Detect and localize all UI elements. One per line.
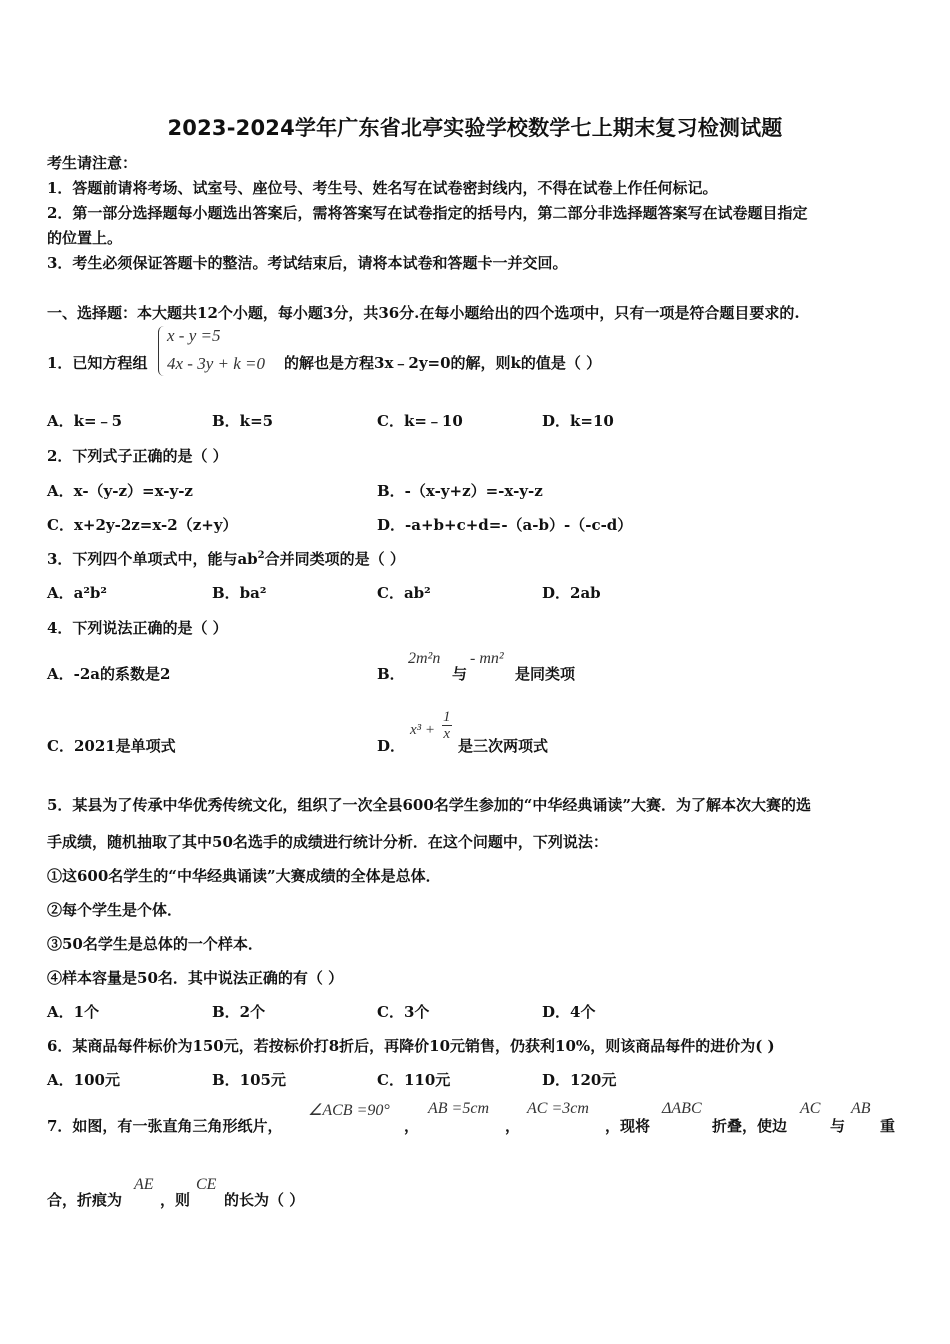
q5-statement-2: ②每个学生是个体． (47, 901, 183, 919)
q7-side-ac: AC (800, 1100, 821, 1117)
q1-stem-pre: 1．已知方程组 (47, 354, 148, 372)
q4-option-d-fraction (442, 709, 452, 742)
notice-heading: 考生请注意： (47, 154, 138, 172)
q7-text-1: ，现将 (605, 1117, 651, 1135)
q2-option-d: D．-a+b+c+d=-（a-b）-（-c-d） (377, 516, 633, 534)
q7-segment-ce: CE (196, 1176, 217, 1193)
q3-option-b: B．ba² (212, 584, 267, 602)
q6-stem: 6．某商品每件标价为150元，若按标价打8折后，再降价10元销售，仍获利10%，则该商品每件的进价为( ) (47, 1037, 775, 1055)
q1-option-b: B．k=5 (212, 412, 274, 430)
q4-option-d-post: 是三次两项式 (458, 737, 549, 755)
notice-line-3: 3．考生必须保证答题卡的整洁。考试结束后，请将本试卷和答题卡一并交回。 (47, 254, 568, 272)
q5-option-c: C．3个 (377, 1003, 430, 1021)
section-heading: 一、选择题：本大题共12个小题，每小题3分，共36分.在每小题给出的四个选项中，只有一项是符合题目要求的. (47, 304, 800, 322)
q4-option-b-mid: 与 (452, 665, 468, 683)
q5-line-2: 手成绩，随机抽取了其中50名选手的成绩进行统计分析．在这个问题中，下列说法： (47, 833, 608, 851)
q5-statement-4: ④样本容量是50名．其中说法正确的有（ ） (47, 969, 344, 987)
q3-stem-post: 合并同类项的是（ ） (264, 550, 405, 568)
q4-stem: 4．下列说法正确的是（ ） (47, 619, 228, 637)
q4-option-d-term: x³ + (410, 722, 436, 738)
q7-ab-expr: AB =5cm (428, 1100, 489, 1117)
q5-option-b: B．2个 (212, 1003, 266, 1021)
q5-statement-1: ①这600名学生的“中华经典诵读”大赛成绩的全体是总体． (47, 867, 441, 885)
q4-option-d-label: D． (377, 737, 406, 755)
q3-stem (47, 548, 405, 569)
q1-stem-post: 的解也是方程3x﹣2y=0的解，则k的值是（ ） (284, 354, 602, 372)
q5-statement-3: ③50名学生是总体的一个样本． (47, 935, 263, 953)
q1-equation-1: x - y =5 (167, 326, 221, 345)
q4-option-b-label: B． (377, 665, 405, 683)
q7-text-2: 折叠，使边 (712, 1117, 788, 1135)
q7-triangle-expr: ΔABC (662, 1100, 702, 1117)
q7-line-2-mid: ，则 (160, 1191, 191, 1209)
q5-option-a: A．1个 (47, 1003, 100, 1021)
q2-stem: 2．下列式子正确的是（ ） (47, 447, 228, 465)
q7-fold-ae: AE (134, 1176, 154, 1193)
notice-line-2b: 的位置上。 (47, 229, 123, 247)
q7-sep-1: ， (404, 1117, 420, 1135)
q4-option-b-expr-2: - mn² (470, 650, 504, 667)
q7-line-2-pre: 合，折痕为 (47, 1191, 123, 1209)
q6-option-a: A．100元 (47, 1071, 120, 1089)
notice-line-2a: 2．第一部分选择题每小题选出答案后，需将答案写在试卷指定的括号内，第二部分非选择题答案写在试卷题目指定 (47, 204, 808, 222)
q3-stem-pre: 3．下列四个单项式中，能与ab (47, 550, 258, 568)
q4-option-b-expr-1: 2m²n (408, 650, 441, 667)
q7-text-4: 重 (880, 1117, 896, 1135)
q6-option-c: C．110元 (377, 1071, 451, 1089)
q1-equation-2: 4x - 3y + k =0 (167, 354, 265, 373)
q7-line-2-post: 的长为（ ） (224, 1191, 305, 1209)
notice-line-1: 1．答题前请将考场、试室号、座位号、考生号、姓名写在试卷密封线内，不得在试卷上作任何标记。 (47, 179, 718, 197)
q2-option-b: B．-（x-y+z）=-x-y-z (377, 482, 543, 500)
equation-brace (158, 326, 165, 376)
fraction-numerator: 1 (443, 709, 451, 725)
q6-option-d: D．120元 (542, 1071, 617, 1089)
q1-option-c: C．k=﹣10 (377, 412, 463, 430)
q7-text-3: 与 (830, 1117, 846, 1135)
q1-option-d: D．k=10 (542, 412, 614, 430)
q3-stem-exponent: 2 (257, 550, 265, 561)
q1-option-a: A．k=﹣5 (47, 412, 123, 430)
page-title: 2023-2024学年广东省北亭实验学校数学七上期末复习检测试题 (167, 116, 783, 140)
q2-option-c: C．x+2y-2z=x-2（z+y） (47, 516, 238, 534)
q5-line-1: 5．某县为了传承中华优秀传统文化，组织了一次全县600名学生参加的“中华经典诵读”大赛．为了解本次大赛的选 (47, 796, 812, 814)
q7-ac-expr: AC =3cm (527, 1100, 589, 1117)
q2-option-a: A．x-（y-z）=x-y-z (47, 482, 193, 500)
q4-option-b-post: 是同类项 (515, 665, 576, 683)
q7-sep-2: ， (505, 1117, 521, 1135)
q7-stem-pre: 7．如图，有一张直角三角形纸片， (47, 1117, 283, 1135)
q3-option-d: D．2ab (542, 584, 601, 602)
q5-option-d: D．4个 (542, 1003, 596, 1021)
q4-option-a: A．-2a的系数是2 (47, 665, 171, 683)
q7-side-ab: AB (851, 1100, 871, 1117)
q3-option-c: C．ab² (377, 584, 431, 602)
q4-option-c: C．2021是单项式 (47, 737, 176, 755)
q6-option-b: B．105元 (212, 1071, 286, 1089)
q7-angle-expr: ∠ACB =90° (308, 1102, 390, 1119)
fraction-denominator: x (443, 726, 451, 742)
q3-option-a: A．a²b² (47, 584, 107, 602)
